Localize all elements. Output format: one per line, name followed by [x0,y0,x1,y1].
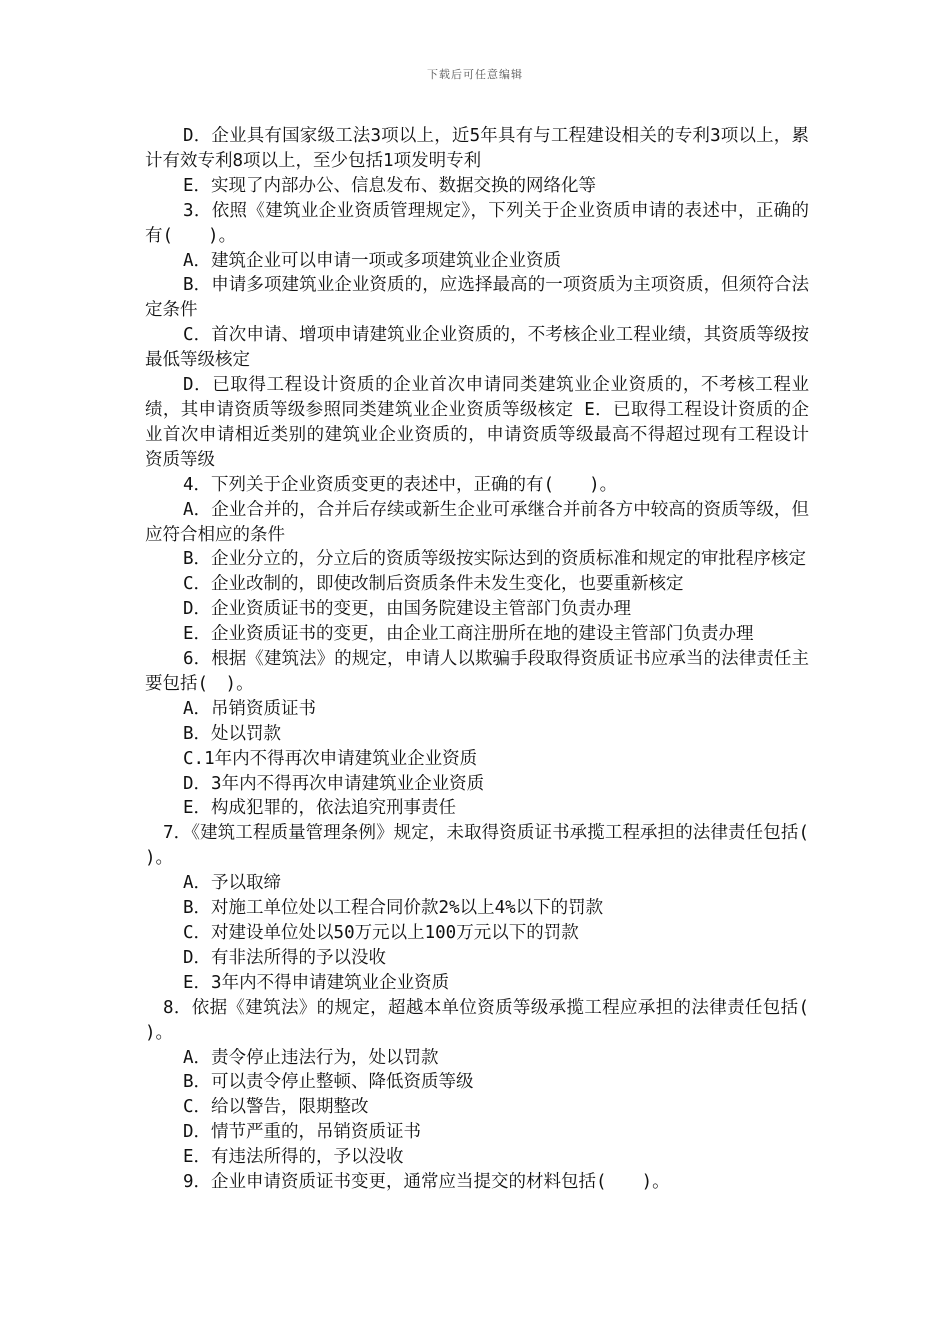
option-d-e-q3: D．已取得工程设计资质的企业首次申请同类建筑业企业资质的，不考核工程业绩，其申请资质等级参照同类建筑业企业资质等级核定 E．已取得工程设计资质的企业首次申请相近类别的建筑业企业资质的，申请资质等级最高不得超过现有工程设计资质等级 [145,375,809,470]
option-d-q4: D．企业资质证书的变更，由国务院建设主管部门负责办理 [183,599,632,620]
question-9: 9．企业申请资质证书变更，通常应当提交的材料包括( )。 [183,1172,670,1193]
option-c-q3: C．首次申请、增项申请建筑业企业资质的，不考核企业工程业绩，其资质等级按最低等级核定 [145,325,809,371]
option-b-q6: B．处以罚款 [183,723,282,744]
option-a-q3: A．建筑企业可以申请一项或多项建筑业企业资质 [183,250,562,271]
option-d-q7: D．有非法所得的予以没收 [183,947,387,968]
option-a-q7: A．予以取缔 [183,873,282,894]
option-e-q6: E．构成犯罪的，依法追究刑事责任 [183,798,457,819]
option-e-q4: E．企业资质证书的变更，由企业工商注册所在地的建设主管部门负责办理 [183,624,754,645]
option-c-q6: C.1年内不得再次申请建筑业企业资质 [183,748,478,769]
option-c-q8: C．给以警告，限期整改 [183,1097,369,1118]
option-c-q4: C．企业改制的，即使改制后资质条件未发生变化，也要重新核定 [183,574,684,595]
question-7: 7．《建筑工程质量管理条例》规定，未取得资质证书承揽工程承担的法律责任包括( )。 [145,823,844,869]
option-b-q8: B．可以责令停止整顿、降低资质等级 [183,1072,474,1093]
option-e-q7: E．3年内不得申请建筑业企业资质 [183,972,450,993]
option-d-q2: D．企业具有国家级工法3项以上，近5年具有与工程建设相关的专利3项以上，累计有效专利8项以上，至少包括1项发明专利 [145,126,809,171]
question-3: 3．依照《建筑业企业资质管理规定》，下列关于企业资质申请的表述中，正确的有( )。 [145,200,809,246]
option-e-q8: E．有违法所得的，予以没收 [183,1147,404,1168]
option-c-q7: C．对建设单位处以50万元以上100万元以下的罚款 [183,923,579,943]
option-a-q4: A．企业合并的，合并后存续或新生企业可承继合并前各方中较高的资质等级，但应符合相应的条件 [145,499,809,545]
page-header-note: 下载后可任意编辑 [427,68,523,81]
option-a-q6: A．吊销资质证书 [183,698,317,719]
option-d-q6: D．3年内不得再次申请建筑业企业资质 [183,773,485,794]
option-b-q3: B．申请多项建筑业企业资质的，应选择最高的一项资质为主项资质，但须符合法定条件 [145,275,809,321]
question-6: 6．根据《建筑法》的规定，申请人以欺骗手段取得资质证书应承当的法律责任主要包括( )。 [145,649,809,694]
option-e-q2: E．实现了内部办公、信息发布、数据交换的网络化等 [183,175,597,196]
option-b-q4: B．企业分立的，分立后的资质等级按实际达到的资质标准和规定的审批程序核定 [183,549,807,570]
option-b-q7: B．对施工单位处以工程合同价款2%以上4%以下的罚款 [183,898,604,919]
document-body [145,124,844,1195]
question-4: 4．下列关于企业资质变更的表述中，正确的有( )。 [183,474,618,495]
option-d-q8: D．情节严重的，吊销资质证书 [183,1122,422,1143]
question-8: 8．依据《建筑法》的规定，超越本单位资质等级承揽工程应承担的法律责任包括( )。 [145,997,844,1043]
option-a-q8: A．责令停止违法行为，处以罚款 [183,1047,439,1068]
